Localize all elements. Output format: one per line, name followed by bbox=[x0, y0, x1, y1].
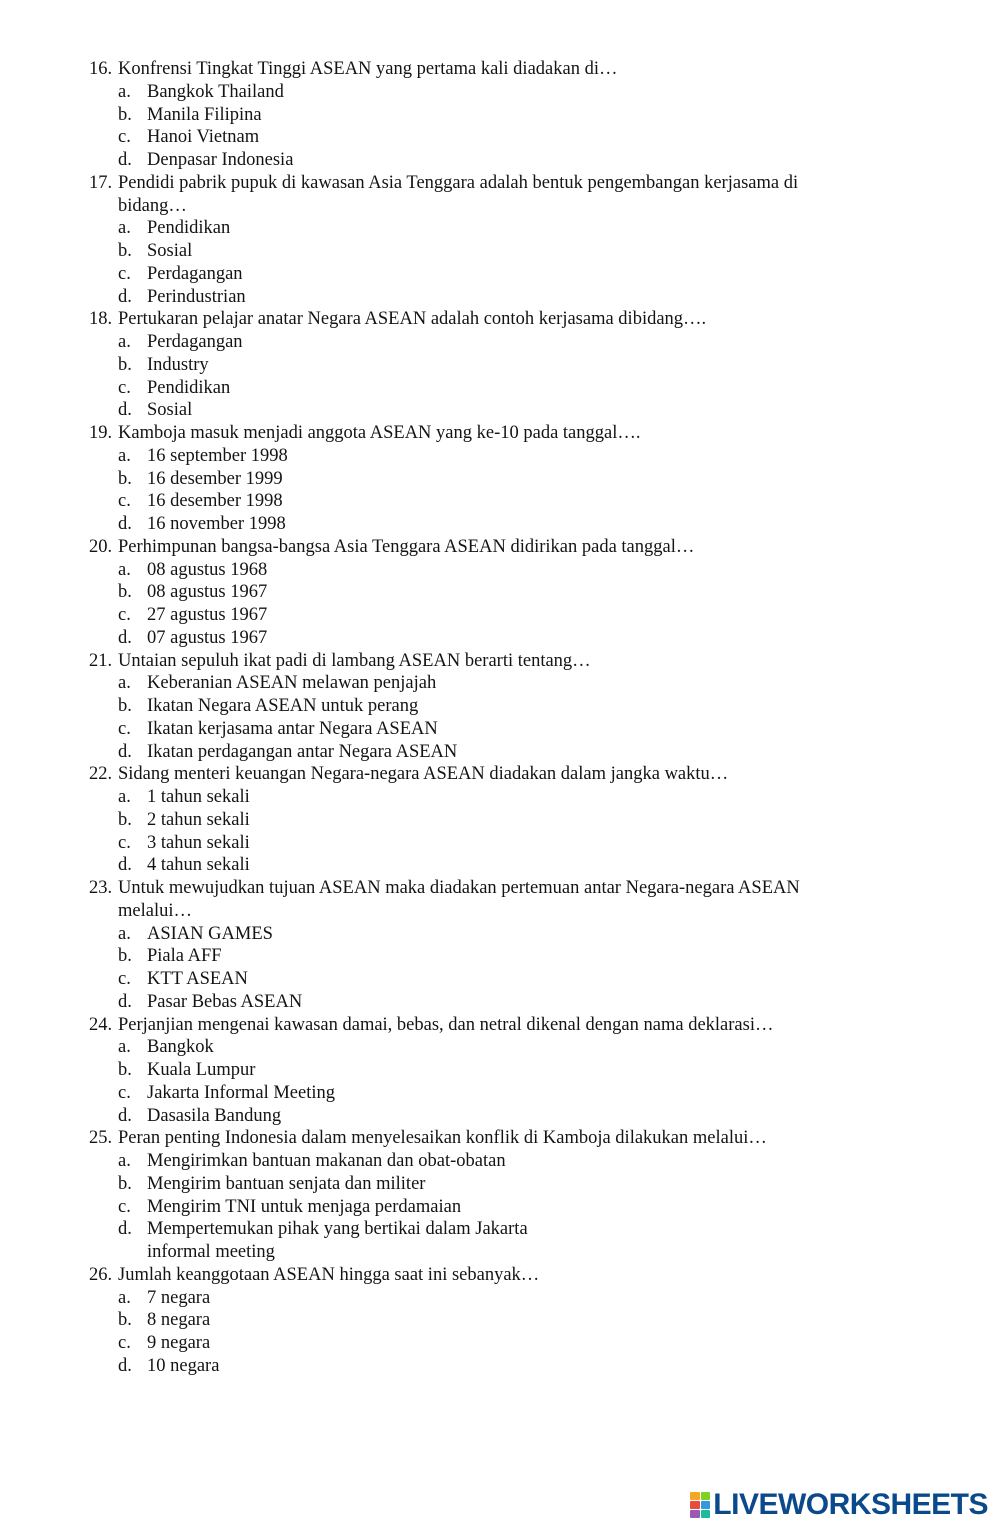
option-text: Mengirim TNI untuk menjaga perdamaian bbox=[147, 1196, 462, 1217]
question-24 bbox=[0, 1014, 1000, 1128]
answer-option[interactable] bbox=[0, 832, 1000, 855]
answer-option[interactable] bbox=[0, 559, 1000, 582]
option-letter: d. bbox=[118, 286, 132, 307]
option-letter: d. bbox=[118, 400, 132, 421]
option-text: informal meeting bbox=[147, 1242, 275, 1262]
answer-option[interactable] bbox=[0, 1309, 1000, 1332]
option-text: 16 desember 1998 bbox=[147, 491, 283, 512]
option-text: KTT ASEAN bbox=[147, 969, 248, 989]
answer-option[interactable] bbox=[0, 1196, 1000, 1219]
answer-option[interactable] bbox=[0, 149, 1000, 172]
option-letter: b. bbox=[118, 1060, 132, 1080]
question-line bbox=[0, 58, 1000, 81]
question-text: Peran penting Indonesia dalam menyelesaikan konflik di Kamboja dilakukan melalui… bbox=[118, 1128, 767, 1149]
option-letter: a. bbox=[118, 673, 131, 694]
question-line bbox=[0, 763, 1000, 786]
question-number: 26. bbox=[89, 1264, 113, 1285]
option-text: Piala AFF bbox=[147, 946, 222, 967]
option-letter: a. bbox=[118, 559, 131, 580]
option-text: Bangkok bbox=[147, 1037, 214, 1058]
answer-option[interactable] bbox=[0, 786, 1000, 809]
question-text: Konfrensi Tingkat Tinggi ASEAN yang pertama kali diadakan di… bbox=[118, 59, 618, 79]
option-text: 08 agustus 1967 bbox=[147, 582, 268, 603]
option-text: 27 agustus 1967 bbox=[147, 605, 268, 625]
answer-option[interactable] bbox=[0, 581, 1000, 604]
option-text: Pendidikan bbox=[147, 218, 231, 239]
question-number: 21. bbox=[89, 650, 113, 671]
option-text: Pendidikan bbox=[147, 377, 231, 398]
answer-option[interactable] bbox=[0, 1332, 1000, 1355]
option-text: Pasar Bebas ASEAN bbox=[147, 991, 303, 1012]
option-text: 07 agustus 1967 bbox=[147, 627, 268, 648]
option-text: ASIAN GAMES bbox=[147, 923, 273, 944]
option-text: Perindustrian bbox=[147, 286, 246, 307]
option-text: Mengirim bantuan senjata dan militer bbox=[147, 1173, 426, 1194]
question-text: Kamboja masuk menjadi anggota ASEAN yang ke-10 pada tanggal…. bbox=[118, 423, 641, 443]
option-letter: b. bbox=[118, 946, 132, 967]
option-letter: b. bbox=[118, 241, 132, 261]
answer-option[interactable] bbox=[0, 627, 1000, 650]
option-text: Ikatan Negara ASEAN untuk perang bbox=[147, 696, 419, 716]
option-text: Ikatan kerjasama antar Negara ASEAN bbox=[147, 718, 438, 739]
worksheet-page bbox=[0, 58, 1000, 1378]
question-23 bbox=[0, 877, 1000, 1014]
answer-option[interactable] bbox=[0, 718, 1000, 741]
question-number: 19. bbox=[89, 423, 113, 443]
option-text: Perdagangan bbox=[147, 332, 243, 352]
question-line bbox=[0, 1264, 1000, 1287]
option-letter: c. bbox=[118, 377, 131, 398]
option-letter: b. bbox=[118, 696, 132, 716]
question-number: 17. bbox=[89, 172, 113, 193]
question-number: 16. bbox=[89, 59, 113, 79]
option-letter: c. bbox=[118, 1196, 131, 1217]
answer-option[interactable] bbox=[0, 1105, 1000, 1128]
answer-option[interactable] bbox=[0, 991, 1000, 1014]
option-text: Kuala Lumpur bbox=[147, 1060, 256, 1080]
question-text: Pendidi pabrik pupuk di kawasan Asia Tenggara adalah bentuk pengembangan kerjasama di bbox=[118, 172, 799, 193]
option-letter: c. bbox=[118, 832, 131, 853]
answer-option[interactable] bbox=[0, 1059, 1000, 1082]
answer-option[interactable] bbox=[0, 741, 1000, 764]
answer-option[interactable] bbox=[0, 126, 1000, 149]
option-letter: b. bbox=[118, 809, 132, 830]
option-text: 2 tahun sekali bbox=[147, 809, 250, 830]
liveworksheets-logo-icon bbox=[690, 1492, 710, 1518]
option-letter: b. bbox=[118, 354, 132, 375]
option-letter: d. bbox=[118, 741, 132, 762]
answer-option[interactable] bbox=[0, 399, 1000, 422]
option-letter: a. bbox=[118, 923, 131, 944]
question-text: Perhimpunan bangsa-bangsa Asia Tenggara ASEAN didirikan pada tanggal… bbox=[118, 536, 695, 557]
answer-option[interactable] bbox=[0, 104, 1000, 127]
liveworksheets-brand: LIVEWORKSHEETS bbox=[713, 1488, 988, 1521]
question-number: 24. bbox=[89, 1014, 113, 1035]
answer-option[interactable] bbox=[0, 695, 1000, 718]
answer-option[interactable] bbox=[0, 809, 1000, 832]
question-text: Sidang menteri keuangan Negara-negara ASEAN diadakan dalam jangka waktu… bbox=[118, 764, 729, 785]
question-16 bbox=[0, 58, 1000, 172]
question-line bbox=[0, 172, 1000, 195]
question-20 bbox=[0, 536, 1000, 650]
option-letter: d. bbox=[118, 514, 132, 534]
answer-option[interactable] bbox=[0, 445, 1000, 468]
option-text: Ikatan perdagangan antar Negara ASEAN bbox=[147, 741, 458, 762]
option-text: Dasasila Bandung bbox=[147, 1105, 282, 1126]
option-letter: a. bbox=[118, 1151, 131, 1171]
answer-option[interactable] bbox=[0, 263, 1000, 286]
option-letter: d. bbox=[118, 1105, 132, 1126]
answer-option[interactable] bbox=[0, 217, 1000, 240]
question-line bbox=[0, 877, 1000, 900]
option-letter: c. bbox=[118, 1333, 131, 1353]
answer-option[interactable] bbox=[0, 604, 1000, 627]
logo-tile bbox=[701, 1501, 711, 1509]
option-text: 16 november 1998 bbox=[147, 514, 286, 534]
answer-option[interactable] bbox=[0, 672, 1000, 695]
option-text: 08 agustus 1968 bbox=[147, 559, 268, 580]
answer-option[interactable] bbox=[0, 1173, 1000, 1196]
option-letter: c. bbox=[118, 491, 131, 512]
answer-option[interactable] bbox=[0, 1150, 1000, 1173]
logo-tile bbox=[690, 1492, 700, 1500]
answer-option[interactable] bbox=[0, 1082, 1000, 1105]
answer-option[interactable] bbox=[0, 923, 1000, 946]
question-line bbox=[0, 900, 1000, 923]
question-25 bbox=[0, 1127, 1000, 1264]
option-letter: b. bbox=[118, 468, 132, 489]
answer-option[interactable] bbox=[0, 377, 1000, 400]
option-letter: d. bbox=[118, 1355, 132, 1376]
question-text: Jumlah keanggotaan ASEAN hingga saat ini sebanyak… bbox=[118, 1264, 540, 1285]
option-letter: c. bbox=[118, 605, 131, 625]
question-text: bidang… bbox=[118, 195, 187, 216]
option-text: 10 negara bbox=[147, 1355, 220, 1376]
option-text: Denpasar Indonesia bbox=[147, 150, 294, 170]
question-26 bbox=[0, 1264, 1000, 1378]
answer-option[interactable] bbox=[0, 468, 1000, 491]
question-number: 20. bbox=[89, 536, 113, 557]
option-letter: b. bbox=[118, 104, 132, 125]
option-letter: b. bbox=[118, 1310, 132, 1331]
question-line bbox=[0, 1127, 1000, 1150]
question-line bbox=[0, 536, 1000, 559]
option-letter: c. bbox=[118, 718, 131, 739]
option-text: Mempertemukan pihak yang bertikai dalam Jakarta bbox=[147, 1219, 528, 1240]
answer-option[interactable] bbox=[0, 1355, 1000, 1378]
option-text: Industry bbox=[147, 354, 209, 375]
option-letter: a. bbox=[118, 332, 131, 352]
option-letter: c. bbox=[118, 1082, 131, 1103]
option-letter: a. bbox=[118, 1287, 131, 1308]
option-letter: a. bbox=[118, 81, 131, 102]
question-18 bbox=[0, 308, 1000, 422]
logo-tile bbox=[701, 1510, 711, 1518]
option-text: 16 september 1998 bbox=[147, 445, 288, 466]
answer-option[interactable] bbox=[0, 286, 1000, 309]
question-line bbox=[0, 195, 1000, 218]
question-line bbox=[0, 422, 1000, 445]
option-text: 8 negara bbox=[147, 1310, 211, 1331]
answer-option[interactable] bbox=[0, 1218, 1000, 1241]
option-letter: c. bbox=[118, 969, 131, 989]
option-text: Sosial bbox=[147, 241, 193, 261]
option-text: Jakarta Informal Meeting bbox=[147, 1082, 336, 1103]
question-number: 23. bbox=[89, 878, 113, 898]
question-number: 25. bbox=[89, 1128, 113, 1149]
option-text: 1 tahun sekali bbox=[147, 787, 250, 807]
option-letter: b. bbox=[118, 1173, 132, 1194]
logo-tile bbox=[701, 1492, 711, 1500]
option-text: 4 tahun sekali bbox=[147, 855, 250, 876]
question-19 bbox=[0, 422, 1000, 536]
option-letter: d. bbox=[118, 991, 132, 1012]
answer-option[interactable] bbox=[0, 81, 1000, 104]
question-line bbox=[0, 308, 1000, 331]
question-17 bbox=[0, 172, 1000, 309]
option-text: Sosial bbox=[147, 400, 193, 421]
option-text: 16 desember 1999 bbox=[147, 468, 283, 489]
option-letter: a. bbox=[118, 445, 131, 466]
answer-option[interactable] bbox=[0, 513, 1000, 536]
answer-option[interactable] bbox=[0, 854, 1000, 877]
answer-option[interactable] bbox=[0, 331, 1000, 354]
option-letter: d. bbox=[118, 150, 132, 170]
option-letter: a. bbox=[118, 787, 131, 807]
option-letter: b. bbox=[118, 582, 132, 603]
logo-tile bbox=[690, 1501, 700, 1509]
option-letter: a. bbox=[118, 1037, 131, 1058]
answer-option[interactable] bbox=[0, 968, 1000, 991]
question-line bbox=[0, 1014, 1000, 1037]
option-letter: a. bbox=[118, 218, 131, 239]
option-letter: c. bbox=[118, 263, 131, 284]
question-text: Perjanjian mengenai kawasan damai, bebas, dan netral dikenal dengan nama deklarasi… bbox=[118, 1014, 774, 1035]
option-text: Bangkok Thailand bbox=[147, 81, 284, 102]
question-text: melalui… bbox=[118, 900, 192, 921]
option-letter: d. bbox=[118, 1219, 132, 1240]
answer-option[interactable] bbox=[0, 1241, 1000, 1264]
question-number: 18. bbox=[89, 309, 113, 330]
option-letter: d. bbox=[118, 627, 132, 648]
option-letter: d. bbox=[118, 855, 132, 876]
question-21 bbox=[0, 650, 1000, 764]
question-line bbox=[0, 650, 1000, 673]
answer-option[interactable] bbox=[0, 354, 1000, 377]
option-text: Keberanian ASEAN melawan penjajah bbox=[147, 673, 437, 694]
question-text: Untuk mewujudkan tujuan ASEAN maka diadakan pertemuan antar Negara-negara ASEAN bbox=[118, 878, 800, 898]
question-text: Pertukaran pelajar anatar Negara ASEAN adalah contoh kerjasama dibidang…. bbox=[118, 309, 707, 330]
answer-option[interactable] bbox=[0, 1287, 1000, 1310]
question-22 bbox=[0, 763, 1000, 877]
answer-option[interactable] bbox=[0, 490, 1000, 513]
option-text: 9 negara bbox=[147, 1333, 211, 1353]
answer-option[interactable] bbox=[0, 945, 1000, 968]
option-text: 7 negara bbox=[147, 1287, 211, 1308]
option-text: Mengirimkan bantuan makanan dan obat-obatan bbox=[147, 1151, 506, 1171]
question-number: 22. bbox=[89, 764, 113, 785]
option-text: Perdagangan bbox=[147, 263, 243, 284]
liveworksheets-footer[interactable] bbox=[690, 1488, 988, 1522]
option-text: Manila Filipina bbox=[147, 104, 262, 125]
option-letter: c. bbox=[118, 127, 131, 148]
answer-option[interactable] bbox=[0, 1036, 1000, 1059]
answer-option[interactable] bbox=[0, 240, 1000, 263]
logo-tile bbox=[690, 1510, 700, 1518]
option-text: Hanoi Vietnam bbox=[147, 127, 260, 148]
question-text: Untaian sepuluh ikat padi di lambang ASEAN berarti tentang… bbox=[118, 650, 591, 671]
option-text: 3 tahun sekali bbox=[147, 832, 250, 853]
